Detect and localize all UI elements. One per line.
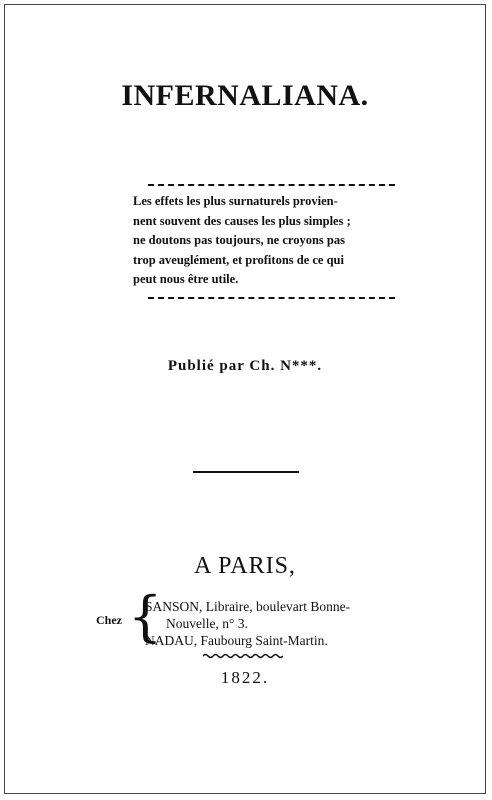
brace-icon: { xyxy=(128,585,163,648)
epigraph-line: peut nous être utile. xyxy=(133,272,239,286)
epigraph-line: nent souvent des causes les plus simples ; xyxy=(133,213,351,228)
epigraph-line: Les effets les plus surnaturels provien- xyxy=(133,194,338,208)
book-title: INFERNALIANA. xyxy=(121,79,369,112)
publication-year: 1822. xyxy=(220,668,270,687)
imprint-city: A PARIS, xyxy=(194,553,296,579)
author-line: Publié par Ch. N***. xyxy=(167,358,323,374)
epigraph-line: ne doutons pas toujours, ne croyons pas xyxy=(133,233,345,247)
publisher-line: SANSON, Libraire, boulevart Bonne- xyxy=(145,599,351,614)
epigraph-line: trop aveuglément, et profitons de ce qui xyxy=(133,252,344,267)
epigraph xyxy=(133,192,397,290)
center-divider xyxy=(193,471,299,473)
publisher-line: Nouvelle, n° 3. xyxy=(166,616,248,631)
publisher-line: NADAU, Faubourg Saint-Martin. xyxy=(145,633,328,648)
ornamental-rule xyxy=(203,653,283,659)
chez-label: Chez xyxy=(96,613,122,627)
epigraph-top-rule xyxy=(148,184,395,186)
title-page xyxy=(4,4,486,794)
epigraph-bottom-rule xyxy=(148,297,395,299)
